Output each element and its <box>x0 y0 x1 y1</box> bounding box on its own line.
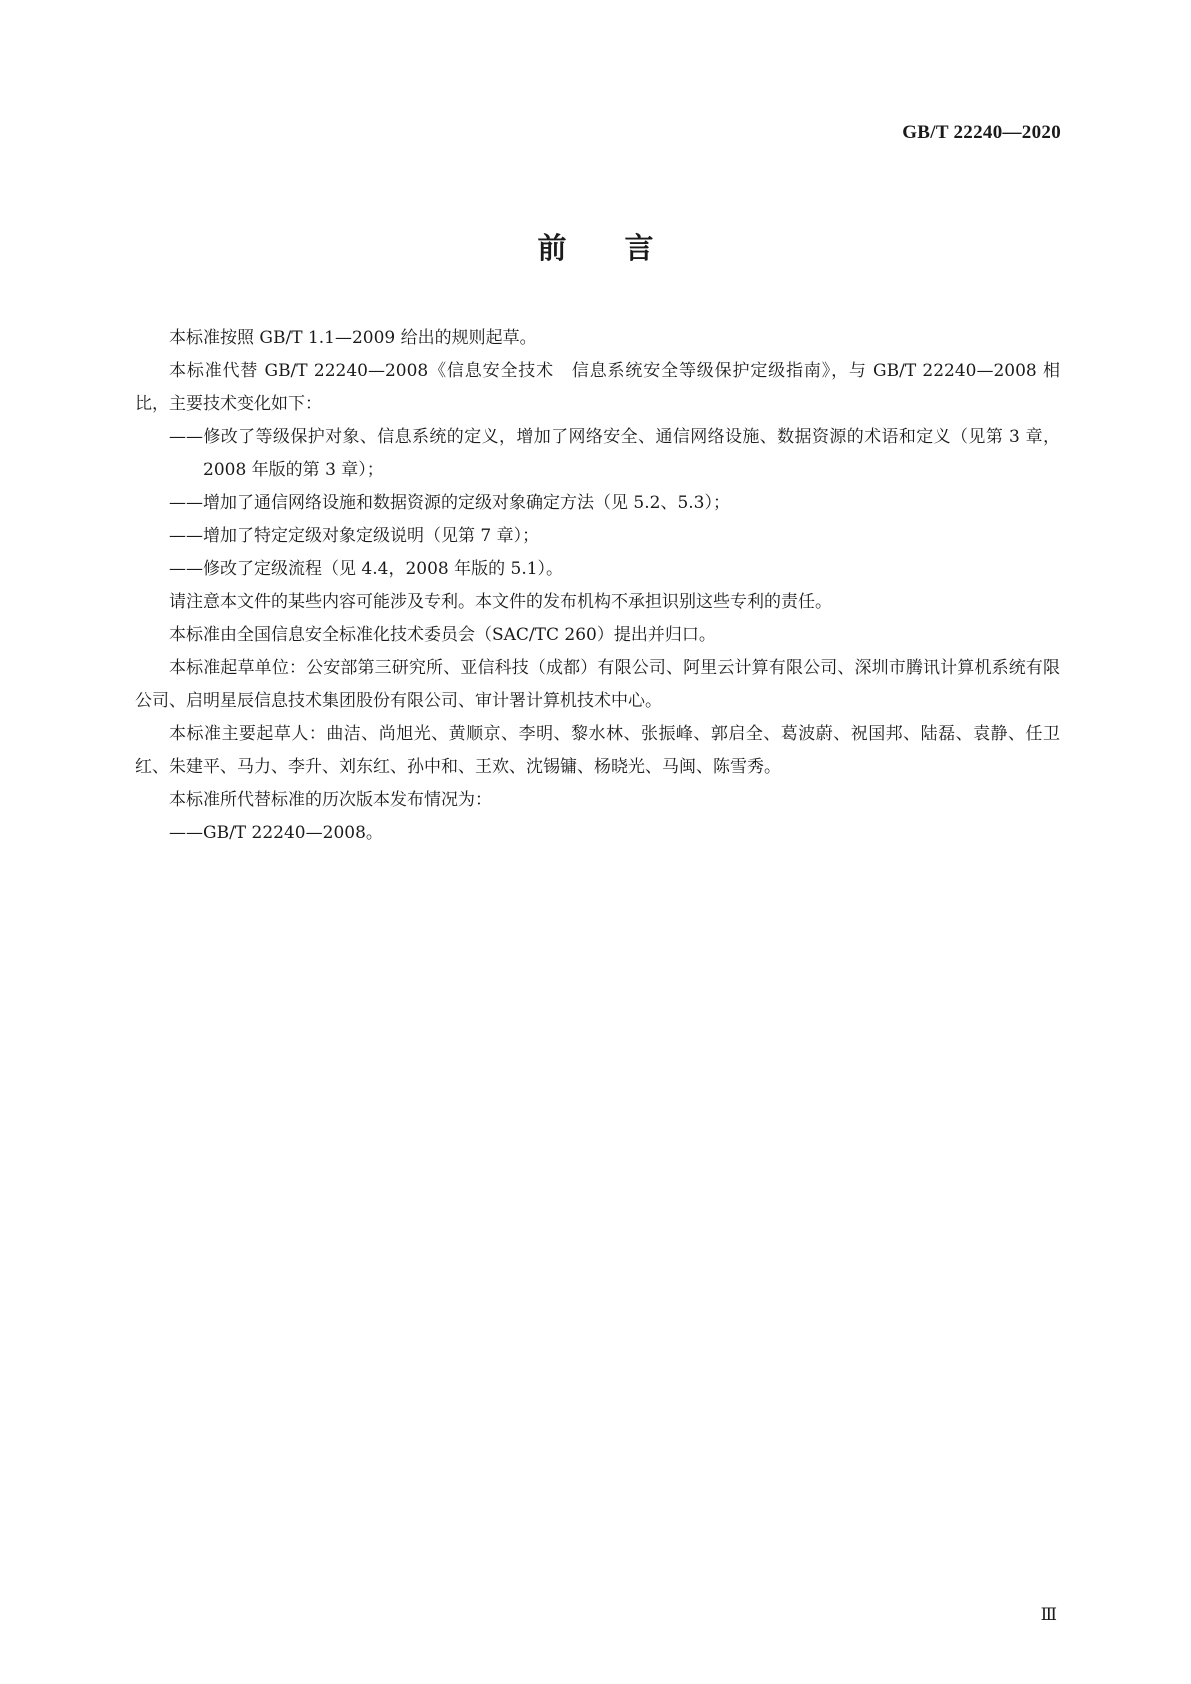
paragraph-history-intro: 本标准所代替标准的历次版本发布情况为： <box>169 790 492 810</box>
paragraph-patent-notice: 请注意本文件的某些内容可能涉及专利。本文件的发布机构不承担识别这些专利的责任。 <box>169 592 832 612</box>
change-item-2: ——增加了通信网络设施和数据资源的定级对象确定方法（见 5.2、5.3）； <box>169 493 730 513</box>
paragraph-drafters: 本标准主要起草人：曲洁、尚旭光、黄顺京、李明、黎水林、张振峰、郭启全、葛波蔚、祝国邦、陆磊、袁静、任卫红、朱建平、马力、李升、刘东红、孙中和、王欢、沈锡镛、杨晓光、马闽、陈雪秀。 <box>135 724 1060 777</box>
page-number: Ⅲ <box>1040 1605 1057 1624</box>
paragraph-proposer: 本标准由全国信息安全标准化技术委员会（SAC/TC 260）提出并归口。 <box>169 625 716 645</box>
change-item-4: ——修改了定级流程（见 4.4，2008 年版的 5.1）。 <box>169 559 564 579</box>
page-title: 前言 <box>537 231 712 265</box>
history-item-1: ——GB/T 22240—2008。 <box>169 823 383 843</box>
paragraph-drafting-units: 本标准起草单位：公安部第三研究所、亚信科技（成都）有限公司、阿里云计算有限公司、深圳市腾讯计算机系统有限公司、启明星辰信息技术集团股份有限公司、审计署计算机技术中心。 <box>135 658 1060 711</box>
change-item-3: ——增加了特定定级对象定级说明（见第 7 章）； <box>169 526 540 546</box>
change-item-1: ——修改了等级保护对象、信息系统的定义，增加了网络安全、通信网络设施、数据资源的术语和定义（见第 3 章，2008 年版的第 3 章）； <box>169 427 1060 480</box>
foreword-body <box>135 322 1060 850</box>
document-code: GB/T 22240—2020 <box>902 122 1061 143</box>
paragraph-replacement: 本标准代替 GB/T 22240—2008《信息安全技术 信息系统安全等级保护定级指南》，与 GB/T 22240—2008 相比，主要技术变化如下： <box>135 361 1060 414</box>
paragraph-drafting-rules: 本标准按照 GB/T 1.1—2009 给出的规则起草。 <box>169 328 537 348</box>
